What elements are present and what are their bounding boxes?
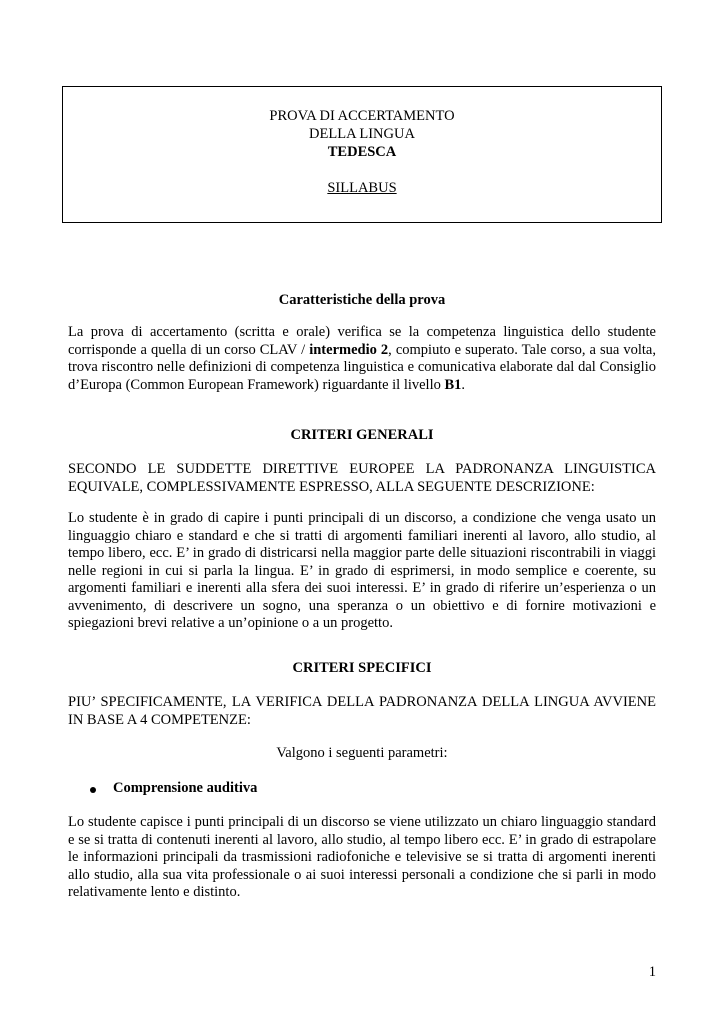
caratteristiche-paragraph (68, 324, 656, 394)
caratteristiche-text-2: , compiuto e superato. Tale corso, a sua volta, trova riscontro nelle definizioni di competenza linguistica e comunicativa elaborate dal dal Consiglio d’Europa (Common European Framework) riguardante il livello (68, 341, 656, 393)
criteri-generali-description: Lo studente è in grado di capire i punti principali di un discorso, a condizione che venga usato un linguaggio chiaro e standard e che si tratti di argomenti familiari inerenti al lavoro, allo studio, al tempo libero, ecc. E’ in grado di districarsi nella maggior parte delle situazioni riscontrabili in viaggi nelle regioni in cui si parla la lingua. E’ in grado di esprimersi, in modo semplice e coerente, su argomenti familiari e inerenti alla sfera dei suoi interessi. E’ in grado di riferire un’esperienza o un avvenimento, di descrivere un sogno, una speranza o un obiettivo e di fornire motivazioni e spiegazioni brevi relative a un’opinione o a un progetto. (68, 510, 656, 631)
criteri-generali-intro: SECONDO LE SUDDETTE DIRETTIVE EUROPEE LA PADRONANZA LINGUISTICA EQUIVALE, COMPLESSIVAMENTE ESPRESSO, ALLA SEGUENTE DESCRIZIONE: (68, 461, 656, 495)
comprensione-paragraph: Lo studente capisce i punti principali di un discorso se viene utilizzato un chiaro linguaggio standard e se si tratta di contenuti inerenti al lavoro, allo studio, al tempo libero ecc. E’ in grado di estrapolare le informazioni principali da trasmissioni radiofoniche e televisive se si tratta di argomenti inerenti allo studio, alla sua vita professionale o ai suoi interessi personali a condizione che si parli in modo relativamente lento e distinto. (68, 814, 656, 900)
title-language: TEDESCA (327, 144, 397, 160)
criteri-specifici-heading: CRITERI SPECIFICI (292, 660, 432, 676)
bullet-dot-icon (90, 787, 96, 793)
page-number: 1 (648, 964, 656, 980)
caratteristiche-heading: Caratteristiche della prova (278, 292, 446, 308)
caratteristiche-text-3: . (461, 376, 466, 393)
bullet-label: Comprensione auditiva (113, 780, 258, 796)
caratteristiche-bold-b1: B1 (444, 376, 462, 393)
criteri-specifici-intro: PIU’ SPECIFICAMENTE, LA VERIFICA DELLA PADRONANZA DELLA LINGUA AVVIENE IN BASE A 4 COMPETENZE: (68, 694, 656, 728)
parametri-line: Valgono i seguenti parametri: (276, 745, 448, 761)
criteri-generali-heading: CRITERI GENERALI (290, 427, 434, 443)
title-line-1: PROVA DI ACCERTAMENTO (269, 108, 455, 124)
bullet-comprensione (68, 780, 701, 798)
title-sillabus: SILLABUS (327, 180, 397, 196)
caratteristiche-text-1: La prova di accertamento (scritta e orale) verifica se la competenza linguistica dello studente corrisponde a quella di un corso CLAV / (68, 324, 656, 358)
title-box (62, 86, 662, 223)
caratteristiche-bold-level: intermedio 2 (309, 341, 389, 358)
title-line-2: DELLA LINGUA (309, 126, 415, 142)
